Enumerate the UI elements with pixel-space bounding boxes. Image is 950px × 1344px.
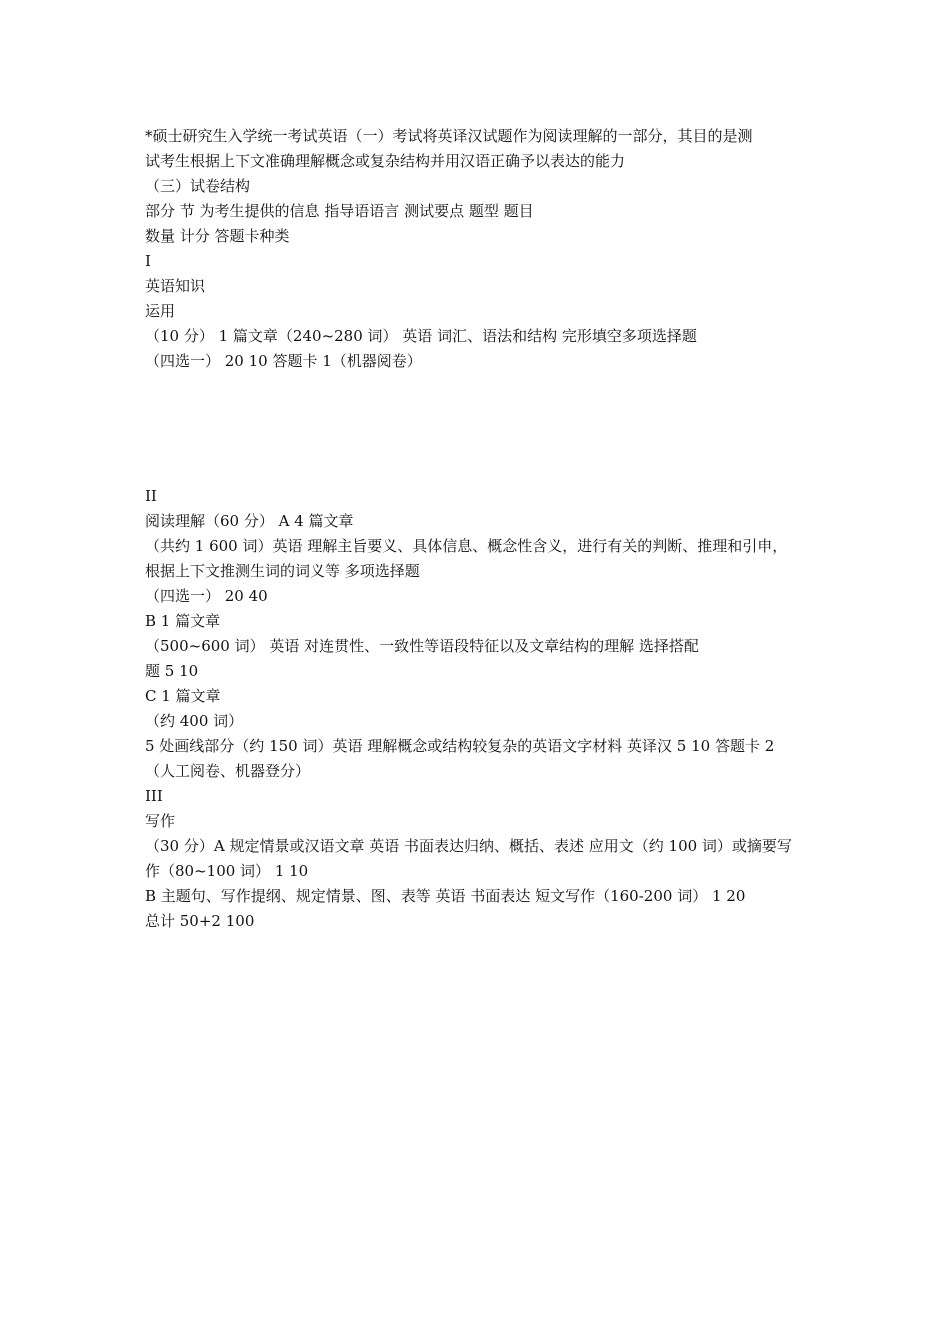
part-number: II bbox=[145, 487, 157, 505]
text-line: 根据上下文推测生词的词义等 多项选择题 bbox=[145, 562, 420, 580]
text-line: 英语知识 bbox=[145, 277, 206, 295]
part-number: I bbox=[145, 252, 151, 270]
table-header-line: 数量 计分 答题卡种类 bbox=[145, 227, 290, 245]
text-line: （30 分）A 规定情景或汉语文章 英语 书面表达归纳、概括、表述 应用文（约 100 词）或摘要写 bbox=[145, 837, 792, 855]
text-line: *硕士研究生入学统一考试英语（一）考试将英译汉试题作为阅读理解的一部分，其目的是测 bbox=[145, 127, 753, 145]
text-line: （500~600 词） 英语 对连贯性、一致性等语段特征以及文章结构的理解 选择搭配 bbox=[145, 637, 699, 655]
text-line: （四选一） 20 40 bbox=[145, 587, 268, 605]
exam-structure-block-part1 bbox=[145, 124, 825, 374]
text-line: 作（80~100 词） 1 10 bbox=[145, 862, 309, 880]
text-line: （约 400 词） bbox=[145, 712, 244, 730]
text-line: B 主题句、写作提纲、规定情景、图、表等 英语 书面表达 短文写作（160-200 词） 1 20 bbox=[145, 887, 746, 905]
text-line: （共约 1 600 词）英语 理解主旨要义、具体信息、概念性含义，进行有关的判断、推理和引申， bbox=[145, 537, 788, 555]
part-number: III bbox=[145, 787, 163, 805]
text-line: 题 5 10 bbox=[145, 662, 199, 680]
text-line: 试考生根据上下文准确理解概念或复杂结构并用汉语正确予以表达的能力 bbox=[145, 152, 626, 170]
document-body bbox=[145, 124, 825, 934]
text-line: （四选一） 20 10 答题卡 1（机器阅卷） bbox=[145, 352, 422, 370]
text-line: B 1 篇文章 bbox=[145, 612, 221, 630]
text-line: 阅读理解（60 分） A 4 篇文章 bbox=[145, 512, 354, 530]
text-line: 5 处画线部分（约 150 词）英语 理解概念或结构较复杂的英语文字材料 英译汉 5 10 答题卡 2 bbox=[145, 737, 775, 755]
text-line: 运用 bbox=[145, 302, 176, 320]
text-line: C 1 篇文章 bbox=[145, 687, 221, 705]
text-line: （10 分） 1 篇文章（240~280 词） 英语 词汇、语法和结构 完形填空多项选择题 bbox=[145, 327, 697, 345]
total-line: 总计 50+2 100 bbox=[145, 912, 255, 930]
section-heading: （三）试卷结构 bbox=[145, 177, 251, 195]
text-line: 写作 bbox=[145, 812, 176, 830]
page-gap bbox=[145, 374, 825, 484]
text-line: （人工阅卷、机器登分） bbox=[145, 762, 311, 780]
table-header-line: 部分 节 为考生提供的信息 指导语语言 测试要点 题型 题目 bbox=[145, 202, 534, 220]
exam-structure-block-part2 bbox=[145, 484, 825, 934]
